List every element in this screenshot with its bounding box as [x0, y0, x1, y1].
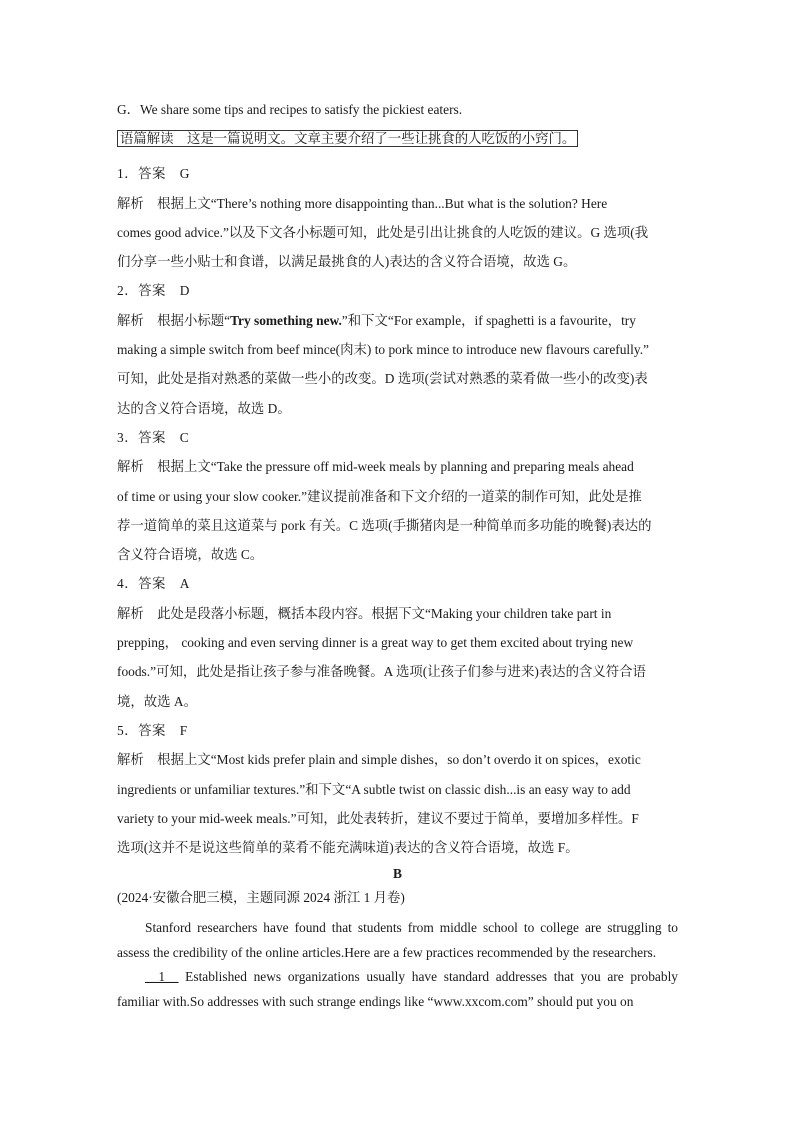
blank-1: __1__: [145, 969, 179, 985]
answer-3-head: 3．答案 C: [117, 429, 190, 445]
answer-1-head: 1．答案 G: [117, 166, 190, 182]
answer-4: [117, 569, 678, 715]
answer-4-head: 4．答案 A: [117, 576, 190, 592]
passage-paragraph-1: Stanford researchers have found that students from middle school to college are struggling to assess the credibility of the online articles.Here are a few practices recommended by the researchers.: [117, 920, 678, 960]
answer-2: [117, 276, 678, 422]
answer-4-line-2: prepping， cooking and even serving dinner is a great way to get them excited about trying new: [117, 635, 634, 651]
answer-2-subtitle: Try something new.: [230, 312, 342, 328]
option-g: G．We share some tips and recipes to satisfy the pickiest eaters.: [117, 102, 463, 117]
answer-5-line-3: variety to your mid-week meals.”可知，此处表转折，建议不要过于简单，要增加多样性。F: [117, 810, 639, 826]
analysis-box-text: 语篇解读 这是一篇说明文。文章主要介绍了一些让挑食的人吃饭的小窍门。: [117, 130, 578, 147]
answer-5-head: 5．答案 F: [117, 722, 188, 738]
answer-5-line-4: 选项(这并不是说这些简单的菜肴不能充满味道)表达的含义符合语境，故选 F。: [117, 840, 579, 856]
answer-5-line-1: 解析 根据上文“Most kids prefer plain and simple dishes，so don’t overdo it on spices，exotic: [117, 752, 641, 768]
answer-1: [117, 159, 678, 276]
passage-paragraph-2-text: Established news organizations usually have standard addresses that you are probably familiar with.So addresses with such strange endings like “www.xxcom.com” should put you on: [117, 969, 678, 1009]
document-page: [117, 95, 678, 1014]
answer-4-line-1: 解析 此处是段落小标题，概括本段内容。根据下文“Making your children take part in: [117, 605, 612, 621]
answer-3: [117, 423, 678, 569]
analysis-box: [117, 124, 678, 159]
answer-3-line-3: 荐一道简单的菜且这道菜与 pork 有关。C 选项(手撕猪肉是一种简单而多功能的晚餐)表达的: [117, 517, 652, 533]
answer-2-line-3: 可知，此处是指对熟悉的菜做一些小的改变。D 选项(尝试对熟悉的菜肴做一些小的改变)表: [117, 371, 648, 387]
section-b-heading: B: [393, 866, 402, 882]
source-note: (2024·安徽合肥三模，主题同源 2024 浙江 1 月卷): [117, 890, 405, 906]
answer-1-line-2: comes good advice.”以及下文各小标题可知，此处是引出让挑食的人吃饭的建议。G 选项(我: [117, 224, 649, 240]
answer-1-line-1: 解析 根据上文“There’s nothing more disappointing than...But what is the solution? Here: [117, 195, 608, 211]
answer-5: [117, 716, 678, 862]
answer-2-head: 2．答案 D: [117, 283, 190, 299]
answer-3-line-2: of time or using your slow cooker.”建议提前准备和下文介绍的一道菜的制作可知，此处是推: [117, 488, 642, 504]
answer-1-line-3: 们分享一些小贴士和食谱，以满足最挑食的人)表达的含义符合语境，故选 G。: [117, 254, 577, 270]
answer-2-line-2: making a simple switch from beef mince(肉末) to pork mince to introduce new flavours carefully.”: [117, 342, 649, 358]
answer-4-line-3: foods.”可知，此处是指让孩子参与准备晚餐。A 选项(让孩子们参与进来)表达的含义符合语: [117, 664, 646, 680]
answer-2-line-1-suffix: ”和下文“For example，if spaghetti is a favourite，try: [341, 312, 636, 328]
answer-3-line-1: 解析 根据上文“Take the pressure off mid-week meals by planning and preparing meals ahead: [117, 459, 634, 475]
answer-2-line-4: 达的含义符合语境，故选 D。: [117, 400, 291, 416]
answer-3-line-4: 含义符合语境，故选 C。: [117, 547, 264, 563]
passage-paragraph-2: [117, 965, 678, 1014]
answer-5-line-2: ingredients or unfamiliar textures.”和下文“A subtle twist on classic dish...is an easy way to add: [117, 781, 631, 797]
answer-4-line-4: 境，故选 A。: [117, 693, 197, 709]
answer-2-line-1-prefix: 解析 根据小标题“: [117, 312, 231, 328]
answer-2-line-1: [117, 306, 678, 335]
